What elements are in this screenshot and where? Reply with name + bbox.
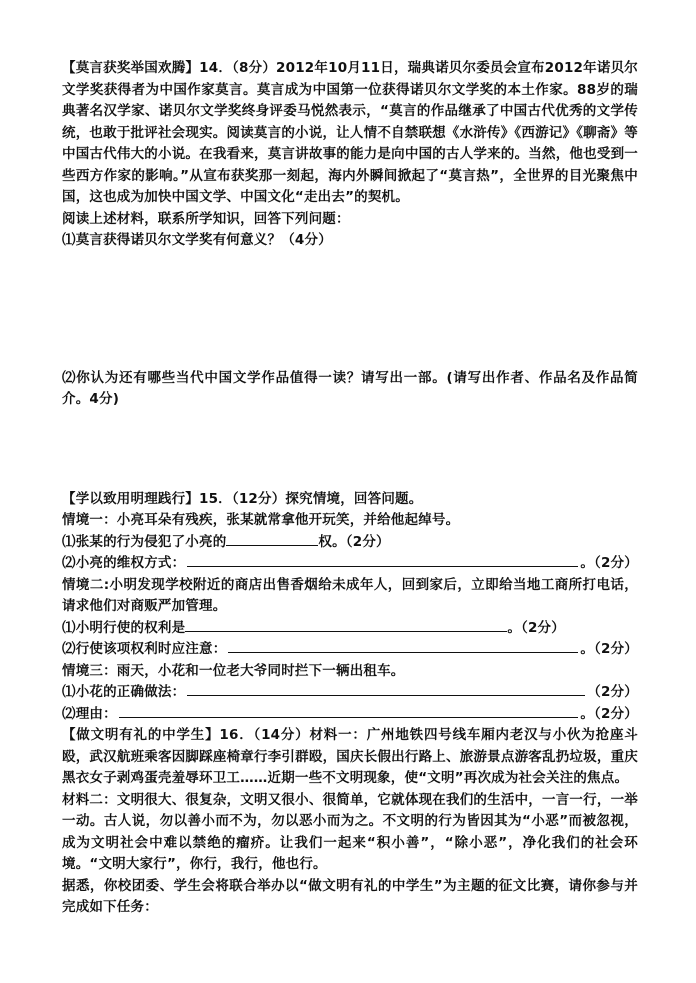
q15-s1-q2-blank[interactable] xyxy=(187,553,578,567)
q15-s3-q1 xyxy=(62,682,638,704)
q15-s2-q1-blank[interactable] xyxy=(185,618,507,632)
q14-text: 14．（8分）2012年10月11日，瑞典诺贝尔委员会宣布2012年诺贝尔文学奖获得者为中国作家莫言。莫言成为中国第一位获得诺贝尔文学奖的本土作家。88岁的瑞典著名汉学家、诺贝尔文学奖终身评委马悦然表示，“莫言的作品继承了中国古代优秀的文学传统，也敢于批评社会现实。阅读莫言的小说，让人情不自禁联想《水浒传》《西游记》《聊斋》等中国古代伟大的小说。在我看来，莫言讲故事的能力是向中国的古人学来的。当然，他也受到一些西方作家的影响。”从宣布获奖那一刻起，海内外瞬间掀起了“莫言热”，全世界的目光聚焦中国，这也成为加快中国文学、中国文化“走出去”的契机。 xyxy=(62,60,638,205)
q14-answer-space-2[interactable] xyxy=(62,411,638,489)
exam-page xyxy=(62,58,638,919)
q15-s1-q1-suffix: 权。（2分） xyxy=(318,533,390,550)
q16-material-2: 材料二：文明很大、很复杂，文明又很小、很简单，它就体现在我们的生活中，一言一行，一举一动。古人说，勿以善小而不为，勿以恶小而为之。不文明的行为皆因其为“小恶”而被忽视，成为文明社会中难以禁绝的瘤疥。让我们一起来“积小善”，“除小恶”，净化我们的社会环境。“文明大家行”，你行，我行，他也行。 xyxy=(62,791,638,872)
q15-s1-q1-prompt: ⑴张某的行为侵犯了小亮的 xyxy=(62,533,227,550)
q15-situation-2: 情境二:小明发现学校附近的商店出售香烟给未成年人，回到家后，立即给当地工商所打电话，请求他们对商贩严加管理。 xyxy=(62,576,638,614)
q15-s3-q2-prompt: ⑵理由： xyxy=(62,705,117,722)
q15-s2-q1 xyxy=(62,618,638,640)
q14-sub1: ⑴莫言获得诺贝尔文学奖有何意义？（4分） xyxy=(62,232,332,248)
q15-s2-q2-blank[interactable] xyxy=(228,639,578,653)
q15-s1-q2-prompt: ⑵小亮的维权方式： xyxy=(62,555,186,571)
q16-task: 据悉，你校团委、学生会将联合举办以“做文明有礼的中学生”为主题的征文比赛，请你参与并完成如下任务： xyxy=(62,877,638,915)
q14-answer-space-1[interactable] xyxy=(62,252,638,368)
q15-s2-q2-suffix: 。（2分） xyxy=(580,641,638,657)
q15-s1-q1-blank[interactable] xyxy=(226,532,318,546)
q16-heading: 【做文明有礼的中学生】 xyxy=(62,727,220,743)
q15-s2-q2 xyxy=(62,639,638,661)
q15-situation-1: 情境一：小亮耳朵有残疾，张某就常拿他开玩笑，并给他起绰号。 xyxy=(62,512,460,528)
q15-s1-q2-suffix: 。（2分） xyxy=(580,555,638,571)
q15-stem xyxy=(62,489,638,511)
q16-text: 16．（14分）材料一：广州地铁四号线车厢内老汉与小伙为抢座斗殴，武汉航班乘客因脚踩座椅章行李引群殴，国庆长假出行路上、旅游景点游客乱扔垃圾，重庆黑衣女子剥鸡蛋壳羞辱环卫工……近期一些不文明现象，使“文明”再次成为社会关注的焦点。 xyxy=(62,727,638,786)
q15-s3-q2 xyxy=(62,704,638,726)
q15-s2-q2-prompt: ⑵行使该项权利时应注意： xyxy=(62,641,227,657)
q15-s3-q1-blank[interactable] xyxy=(187,682,585,696)
q15-text: 15．（12分）探究情境，回答问题。 xyxy=(199,490,423,507)
q15-heading: 【学以致用明理践行】 xyxy=(62,490,199,507)
q15-s1-q1 xyxy=(62,532,638,554)
q15-s3-q2-suffix: 。（2分） xyxy=(580,705,638,722)
q14-stem xyxy=(62,58,638,209)
q15-s3-q2-blank[interactable] xyxy=(119,704,579,718)
q16-stem xyxy=(62,725,638,790)
q14-sub2: ⑵你认为还有哪些当代中国文学作品值得一读？请写出一部。(请写出作者、作品名及作品简介。4分) xyxy=(62,369,638,407)
q15-s3-q1-suffix: （2分） xyxy=(587,684,638,700)
q15-s2-q1-suffix: 。（2分） xyxy=(507,619,565,636)
q15-situation-3: 情境三：雨天，小花和一位老大爷同时拦下一辆出租车。 xyxy=(62,662,405,679)
q15-s3-q1-prompt: ⑴小花的正确做法： xyxy=(62,684,186,700)
q15-s1-q2 xyxy=(62,553,638,575)
q14-heading: 【莫言获奖举国欢腾】 xyxy=(62,60,200,76)
q15-s2-q1-prompt: ⑴小明行使的权利是 xyxy=(62,619,186,636)
q14-instruction: 阅读上述材料，联系所学知识，回答下列问题： xyxy=(62,210,350,227)
